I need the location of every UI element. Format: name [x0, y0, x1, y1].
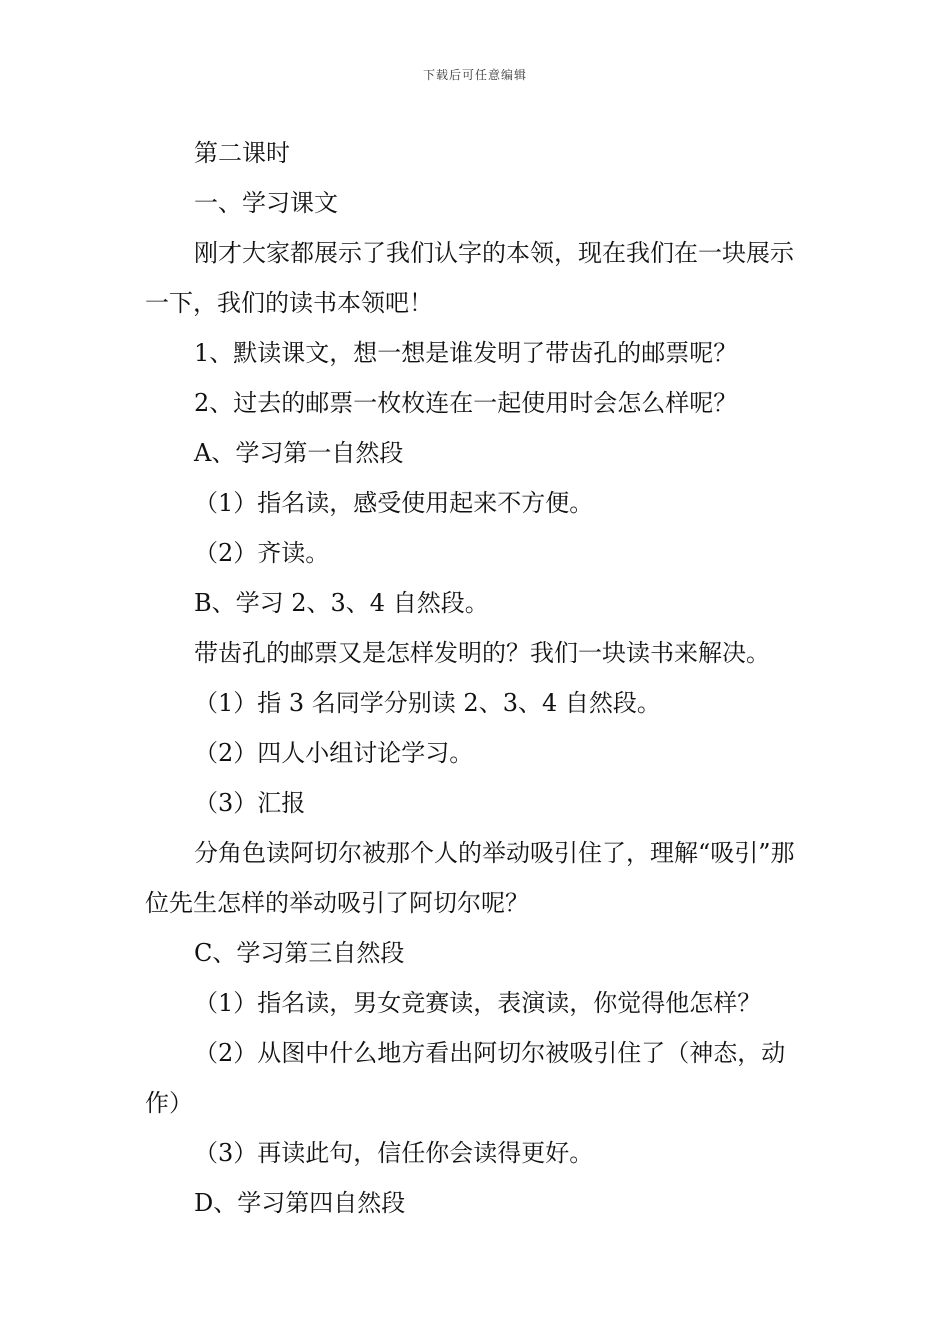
section-heading: 一、学习课文 — [194, 189, 338, 217]
lesson-title: 第二课时 — [194, 139, 290, 167]
subsection-heading: A、学习第一自然段 — [194, 439, 404, 467]
list-item: （1）指名读，男女竞赛读，表演读，你觉得他怎样？ — [194, 989, 762, 1017]
list-item: （1）指 3 名同学分别读 2、3、4 自然段。 — [194, 689, 661, 717]
subsection-heading: C、学习第三自然段 — [194, 939, 405, 967]
list-item: （2）从图中什么地方看出阿切尔被吸引住了（神态，动作） — [145, 1039, 786, 1117]
subsection-heading: B、学习 2、3、4 自然段。 — [194, 589, 489, 617]
list-item: （3）汇报 — [194, 789, 306, 817]
list-item: （2）齐读。 — [194, 539, 330, 567]
paragraph: 带齿孔的邮票又是怎样发明的？我们一块读书来解决。 — [194, 639, 770, 667]
paragraph: 刚才大家都展示了我们认字的本领，现在我们在一块展示一下，我们的读书本领吧！ — [145, 239, 794, 317]
list-item: （2）四人小组讨论学习。 — [194, 739, 474, 767]
list-item: （3）再读此句，信任你会读得更好。 — [194, 1139, 594, 1167]
document-body — [145, 128, 810, 1228]
paragraph: 分角色读阿切尔被那个人的举动吸引住了，理解“吸引”那位先生怎样的举动吸引了阿切尔呢？ — [145, 839, 795, 917]
subsection-heading: D、学习第四自然段 — [194, 1189, 406, 1217]
list-item: 2、过去的邮票一枚枚连在一起使用时会怎么样呢？ — [194, 389, 738, 417]
list-item: （1）指名读，感受使用起来不方便。 — [194, 489, 594, 517]
list-item: 1、默读课文，想一想是谁发明了带齿孔的邮票呢？ — [194, 339, 738, 367]
page-header: 下载后可任意编辑 — [422, 68, 527, 82]
